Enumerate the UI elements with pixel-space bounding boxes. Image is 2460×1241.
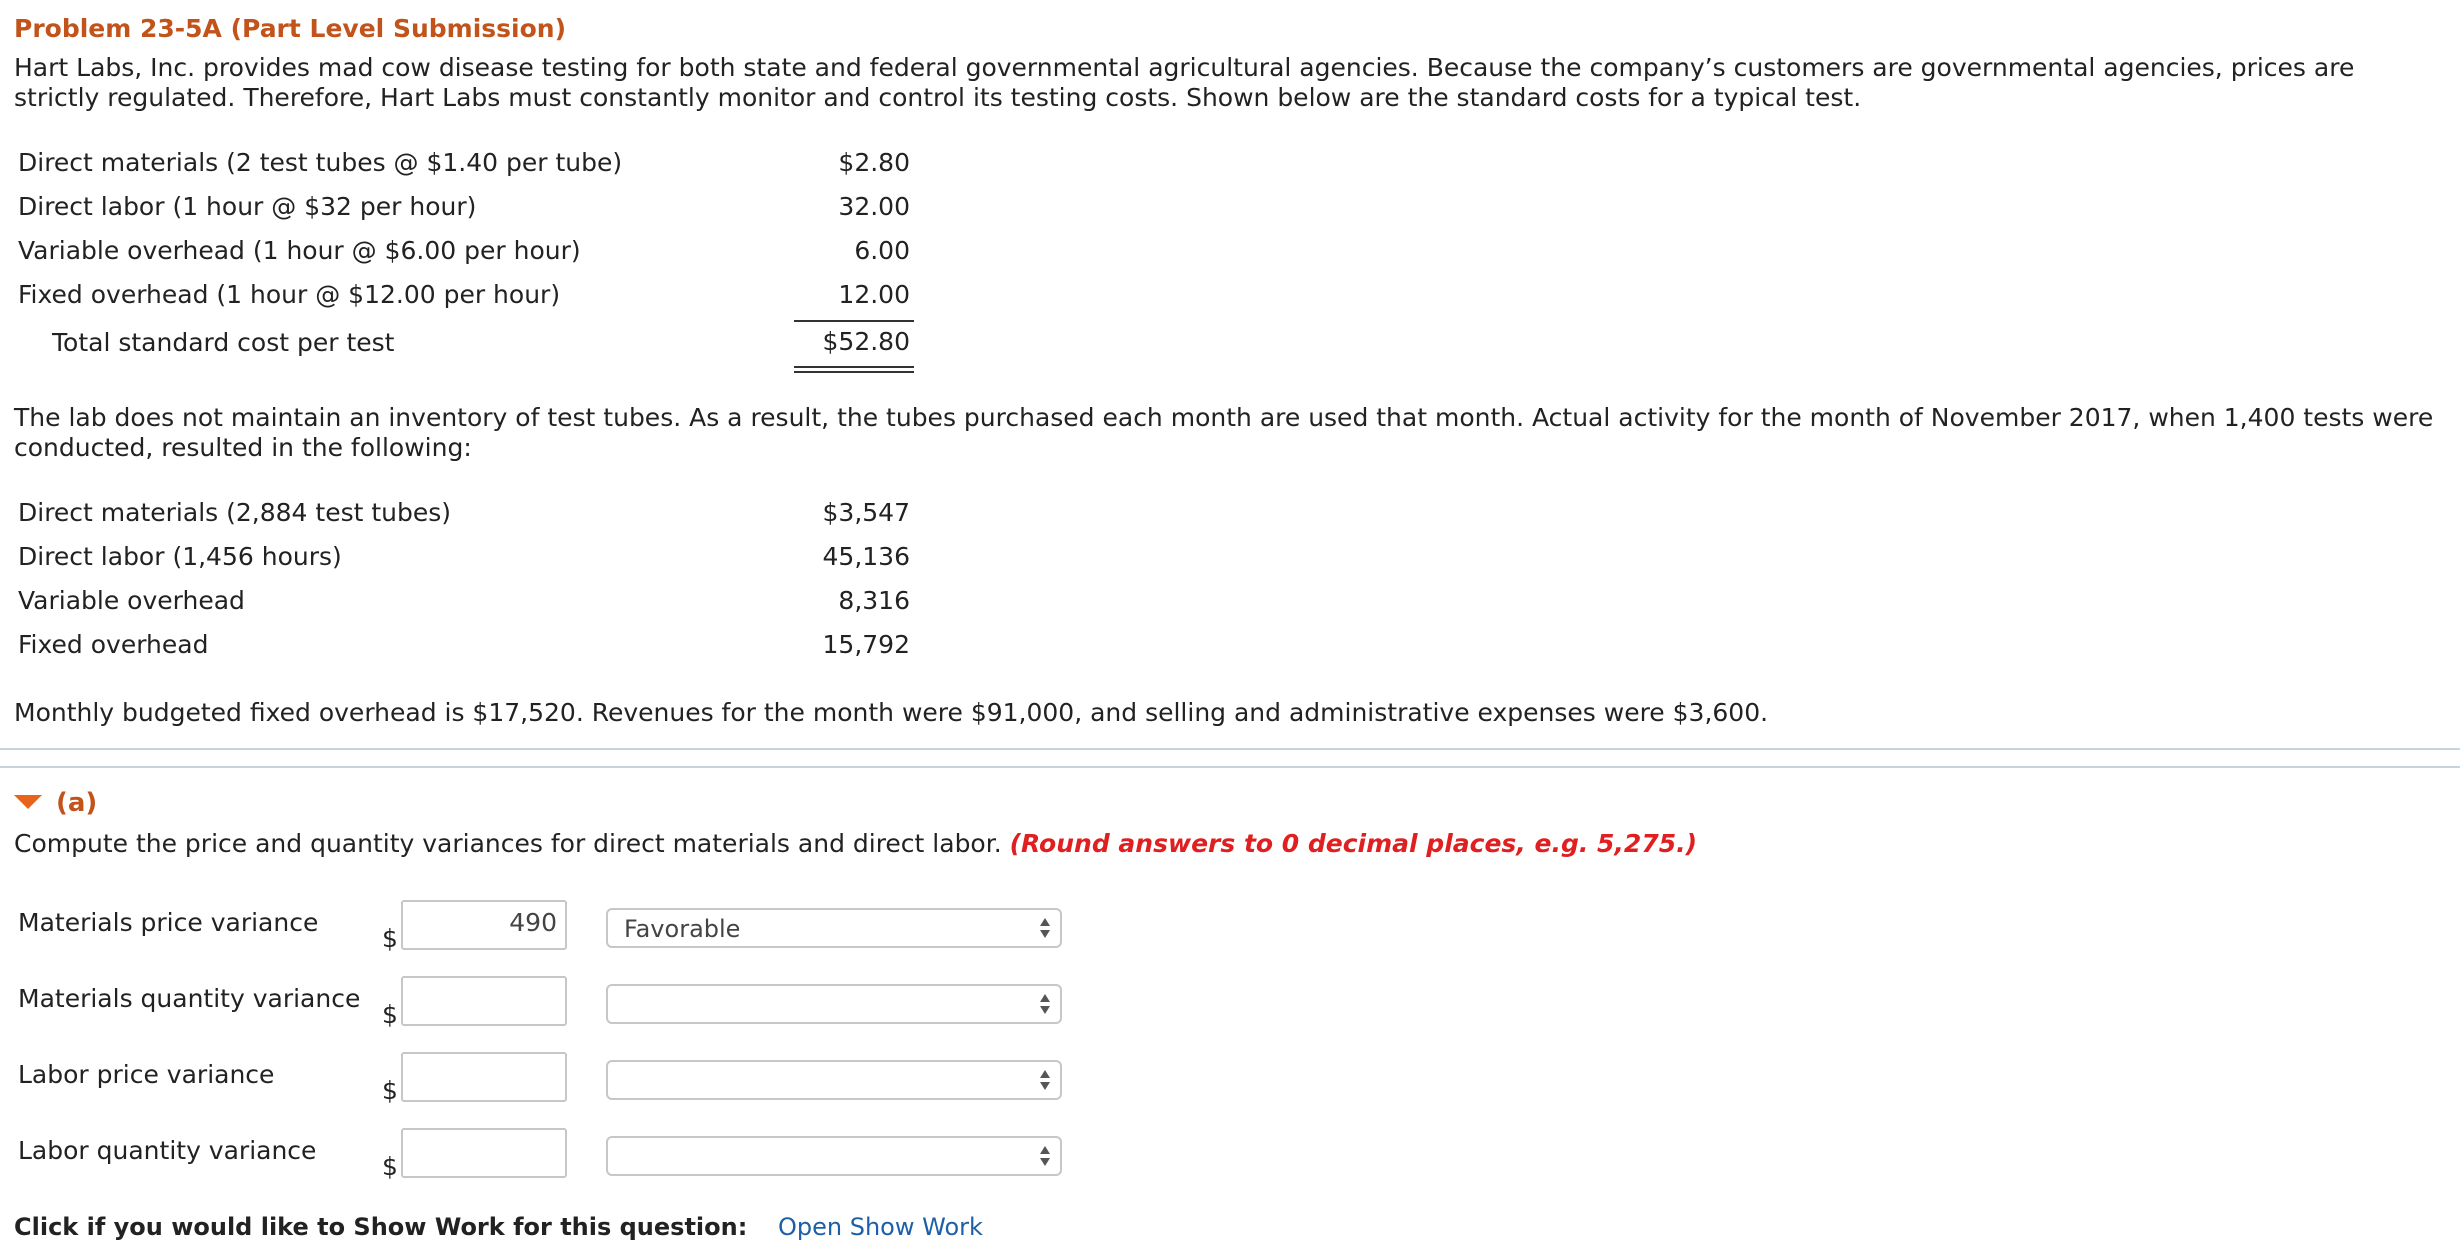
actual-row-label: Direct labor (1,456 hours) [18,542,342,571]
standard-row-value: 12.00 [838,280,910,309]
materials-price-variance-select[interactable] [606,908,1062,948]
dollar-sign: $ [382,924,398,953]
standard-row-label: Variable overhead (1 hour @ $6.00 per hour) [18,236,581,265]
dollar-sign: $ [382,1000,398,1029]
labor-quantity-variance-input[interactable] [401,1128,567,1178]
standard-row-label: Direct materials (2 test tubes @ $1.40 per tube) [18,148,623,177]
actual-intro: The lab does not maintain an inventory of test tubes. As a result, the tubes purchased each month are used that month. Actual activity for the month of November 2017, when 1,400 tests were conducted, resulted in the following: [14,403,2434,462]
labor-quantity-variance-label: Labor quantity variance [18,1136,317,1165]
actual-row-value: $3,547 [822,498,910,527]
panel-divider [0,766,2460,768]
select-arrows-icon [1040,918,1050,940]
part-a-heading: (a) [56,788,98,818]
select-arrows-icon [1040,994,1050,1016]
actual-row-label: Direct materials (2,884 test tubes) [18,498,452,527]
standard-total-value: $52.80 [822,327,910,356]
labor-price-variance-input[interactable] [401,1052,567,1102]
actual-row-value: 8,316 [838,586,910,615]
problem-title: Problem 23-5A (Part Level Submission) [14,14,567,43]
actual-row-value: 45,136 [822,542,910,571]
show-work-prompt: Click if you would like to Show Work for this question: [14,1213,748,1241]
dollar-sign: $ [382,1076,398,1105]
select-arrows-icon [1040,1070,1050,1092]
labor-quantity-variance-select[interactable] [606,1136,1062,1176]
collapse-triangle-icon [14,795,42,809]
panel-divider [0,748,2460,750]
problem-intro: Hart Labs, Inc. provides mad cow disease testing for both state and federal governmental agricultural agencies. Because the company’s customers are governmental agencies, prices are strictly regulated. Therefore, Hart Labs must constantly monitor and control its testing costs. Shown below are the standard costs for a typical test. [14,53,2355,112]
part-a-toggle[interactable] [14,788,97,818]
standard-row-value: 32.00 [838,192,910,221]
labor-price-variance-label: Labor price variance [18,1060,275,1089]
labor-price-variance-select[interactable] [606,1060,1062,1100]
select-arrows-icon [1040,1146,1050,1168]
materials-price-variance-input[interactable]: 490 [401,900,567,950]
materials-quantity-variance-label: Materials quantity variance [18,984,361,1013]
open-show-work-link[interactable]: Open Show Work [778,1213,983,1241]
standard-row-value: $2.80 [838,148,910,177]
materials-quantity-variance-input[interactable] [401,976,567,1026]
budget-note: Monthly budgeted fixed overhead is $17,520. Revenues for the month were $91,000, and selling and administrative expenses were $3,600. [14,698,1769,727]
instruction-text: Compute the price and quantity variances for direct materials and direct labor. [14,829,1002,858]
part-a-instruction [14,829,1697,858]
materials-price-variance-label: Materials price variance [18,908,319,937]
total-double-rule-bottom [794,371,914,373]
subtotal-rule [794,320,914,322]
standard-row-value: 6.00 [854,236,910,265]
materials-quantity-variance-select[interactable] [606,984,1062,1024]
actual-row-label: Fixed overhead [18,630,209,659]
total-double-rule-top [794,366,914,368]
actual-row-label: Variable overhead [18,586,245,615]
standard-total-label: Total standard cost per test [52,328,395,357]
rounding-note: (Round answers to 0 decimal places, e.g. 5,275.) [1009,829,1698,858]
actual-row-value: 15,792 [822,630,910,659]
dollar-sign: $ [382,1152,398,1181]
select-value: Favorable [624,915,741,943]
standard-row-label: Fixed overhead (1 hour @ $12.00 per hour) [18,280,561,309]
standard-row-label: Direct labor (1 hour @ $32 per hour) [18,192,477,221]
